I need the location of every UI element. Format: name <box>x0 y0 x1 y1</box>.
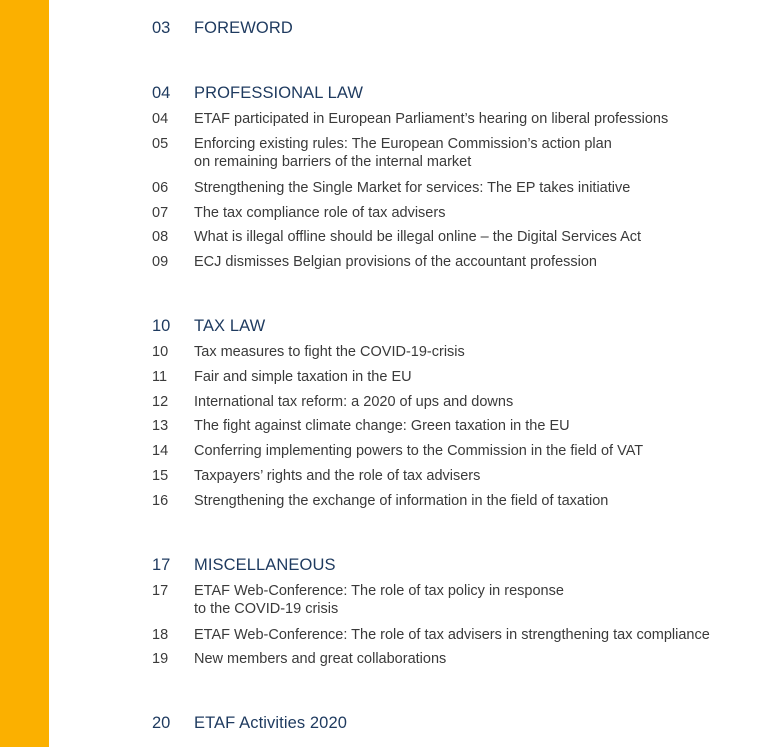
toc-entry[interactable] <box>152 393 754 411</box>
toc-section-professional-law[interactable] <box>152 83 754 103</box>
entry-page-number: 17 <box>152 583 169 599</box>
entry-page-number: 15 <box>152 468 169 484</box>
section-title: PROFESSIONAL LAW <box>194 84 364 102</box>
entry-page-number: 04 <box>152 111 169 127</box>
entry-title-line: on remaining barriers of the internal market <box>194 154 472 170</box>
toc-entry[interactable] <box>152 582 754 618</box>
entry-page-number: 10 <box>152 344 169 360</box>
entry-page-number: 11 <box>152 369 168 385</box>
toc-section-miscellaneous[interactable] <box>152 555 754 575</box>
entry-title: ECJ dismisses Belgian provisions of the accountant profession <box>194 254 597 270</box>
toc-entry[interactable] <box>152 467 754 485</box>
entry-page-number: 19 <box>152 651 169 667</box>
toc-entry[interactable] <box>152 417 754 435</box>
toc-entry[interactable] <box>152 343 754 361</box>
section-title: FOREWORD <box>194 19 293 37</box>
section-page-number: 10 <box>152 317 171 335</box>
toc-entry[interactable] <box>152 492 754 510</box>
toc-entry[interactable] <box>152 442 754 460</box>
entry-page-number: 07 <box>152 205 169 221</box>
toc-entry[interactable] <box>152 253 754 271</box>
toc-section-tax-law[interactable] <box>152 316 754 336</box>
entry-title-line: ETAF Web-Conference: The role of tax policy in response <box>194 583 564 599</box>
toc-entry[interactable] <box>152 110 754 128</box>
entry-page-number: 16 <box>152 493 169 509</box>
toc-entry[interactable] <box>152 135 754 171</box>
entry-title: Taxpayers’ rights and the role of tax advisers <box>194 468 481 484</box>
entry-page-number: 09 <box>152 254 169 270</box>
toc-entry[interactable] <box>152 368 754 386</box>
toc-entry[interactable] <box>152 228 754 246</box>
toc-section-etaf-activities[interactable] <box>152 713 754 733</box>
toc-entry[interactable] <box>152 626 754 644</box>
entry-title: International tax reform: a 2020 of ups and downs <box>194 394 514 410</box>
entry-page-number: 06 <box>152 180 169 196</box>
entry-page-number: 13 <box>152 418 169 434</box>
section-page-number: 20 <box>152 714 171 732</box>
toc-entry[interactable] <box>152 650 754 668</box>
section-title: MISCELLANEOUS <box>194 556 336 574</box>
entry-title: ETAF participated in European Parliament’s hearing on liberal professions <box>194 111 669 127</box>
entry-page-number: 08 <box>152 229 169 245</box>
entry-title <box>194 582 564 618</box>
section-page-number: 03 <box>152 19 171 37</box>
entry-title <box>194 135 612 171</box>
toc-entry[interactable] <box>152 179 754 197</box>
entry-title: New members and great collaborations <box>194 651 447 667</box>
entry-title: ETAF Web-Conference: The role of tax advisers in strengthening tax compliance <box>194 627 710 643</box>
entry-title: The tax compliance role of tax advisers <box>194 205 446 221</box>
section-page-number: 17 <box>152 556 171 574</box>
entry-title: What is illegal offline should be illegal online – the Digital Services Act <box>194 229 642 245</box>
section-title: TAX LAW <box>194 317 266 335</box>
entry-page-number: 05 <box>152 136 169 152</box>
entry-title: Fair and simple taxation in the EU <box>194 369 412 385</box>
entry-title: Tax measures to fight the COVID-19-crisis <box>194 344 465 360</box>
entry-page-number: 12 <box>152 394 169 410</box>
section-title: ETAF Activities 2020 <box>194 714 348 732</box>
entry-page-number: 18 <box>152 627 169 643</box>
entry-title: Strengthening the exchange of information in the field of taxation <box>194 493 609 509</box>
section-page-number: 04 <box>152 84 171 102</box>
entry-page-number: 14 <box>152 443 169 459</box>
entry-title-line: to the COVID-19 crisis <box>194 601 339 617</box>
toc-section-foreword[interactable] <box>152 18 754 38</box>
entry-title: Conferring implementing powers to the Commission in the field of VAT <box>194 443 644 459</box>
entry-title: Strengthening the Single Market for services: The EP takes initiative <box>194 180 631 196</box>
toc-entry[interactable] <box>152 204 754 222</box>
entry-title-line: Enforcing existing rules: The European Commission’s action plan <box>194 136 612 152</box>
entry-title: The fight against climate change: Green taxation in the EU <box>194 418 570 434</box>
